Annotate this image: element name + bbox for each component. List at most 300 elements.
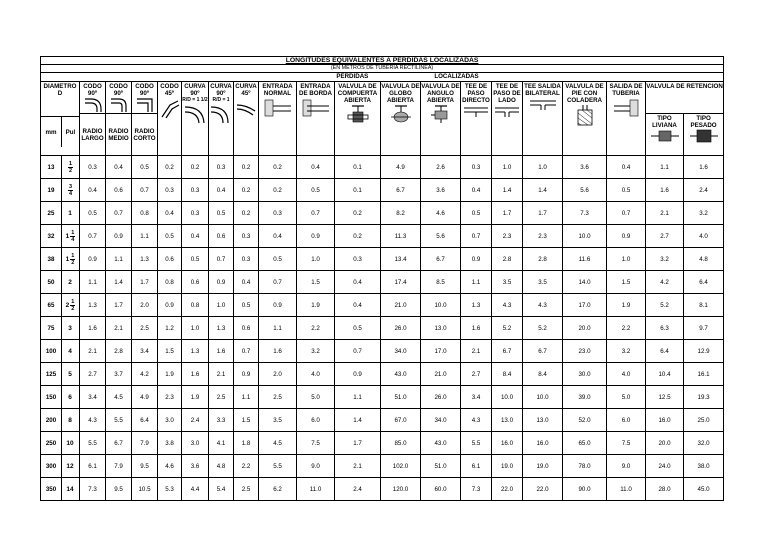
value-cell: 3.6 (182, 455, 209, 478)
value-cell: 60.0 (421, 478, 461, 501)
value-cell: 13.0 (492, 409, 523, 432)
value-cell: 1.3 (209, 317, 234, 340)
table-row (41, 294, 724, 317)
value-cell: 3.6 (563, 156, 607, 179)
value-cell: 0.8 (132, 202, 158, 225)
value-cell: 2.1 (461, 340, 492, 363)
elbow-long-radius-icon (83, 97, 103, 113)
group-label-left: PERDIDAS (336, 73, 369, 80)
tee-bilateral-header: TEE SALIDA BILATERAL (523, 82, 563, 156)
value-cell: 1.6 (646, 179, 684, 202)
table-row (41, 386, 724, 409)
value-cell: 5.5 (80, 432, 106, 455)
value-cell: 4.2 (646, 271, 684, 294)
value-cell: 2.0 (132, 294, 158, 317)
inch-whole: 12 (66, 462, 74, 470)
value-cell: 25.0 (684, 409, 724, 432)
table-row (41, 432, 724, 455)
value-cell: 1.1 (335, 386, 381, 409)
value-cell: 13.4 (381, 248, 421, 271)
d-label: D (57, 90, 63, 97)
value-cell: 5.0 (297, 386, 335, 409)
value-cell: 4.3 (80, 409, 106, 432)
value-cell: 24.0 (646, 455, 684, 478)
value-cell: 1.7 (132, 271, 158, 294)
diameter-inch-cell (62, 478, 80, 501)
value-cell: 0.7 (209, 248, 234, 271)
value-cell: 5.5 (461, 432, 492, 455)
value-cell: 0.4 (335, 294, 381, 317)
value-cell: 2.8 (106, 340, 132, 363)
table-row (41, 179, 724, 202)
value-cell: 1.0 (492, 156, 523, 179)
value-cell: 1.6 (209, 340, 234, 363)
value-cell: 0.6 (158, 248, 182, 271)
value-cell: 5.3 (158, 478, 182, 501)
value-cell: 90.0 (563, 478, 607, 501)
value-cell: 4.3 (461, 409, 492, 432)
value-cell: 26.0 (381, 317, 421, 340)
value-cell: 2.2 (297, 317, 335, 340)
value-cell: 1.3 (132, 248, 158, 271)
value-cell: 4.4 (182, 478, 209, 501)
value-cell: 1.9 (607, 294, 646, 317)
value-cell: 4.6 (158, 455, 182, 478)
value-cell: 2.2 (607, 317, 646, 340)
value-cell: 1.1 (80, 271, 106, 294)
value-cell: 22.0 (523, 478, 563, 501)
pul-label: Pul (65, 128, 76, 136)
value-cell: 4.6 (421, 202, 461, 225)
value-cell: 23.0 (563, 340, 607, 363)
value-cell: 5.0 (607, 386, 646, 409)
value-cell: 0.2 (158, 156, 182, 179)
diametro-header (41, 82, 80, 156)
value-cell: 5.2 (492, 317, 523, 340)
value-cell: 20.0 (646, 432, 684, 455)
value-cell: 34.0 (421, 409, 461, 432)
value-cell: 0.5 (607, 179, 646, 202)
value-cell: 3.5 (259, 409, 297, 432)
table-row (41, 317, 724, 340)
value-cell: 11.0 (607, 478, 646, 501)
value-cell: 3.0 (182, 432, 209, 455)
value-cell: 6.0 (607, 409, 646, 432)
codo90-header-b: CODO 90º (106, 82, 132, 114)
value-cell: 6.1 (80, 455, 106, 478)
codo90-header-a: CODO 90º (80, 82, 106, 114)
value-cell: 1.3 (80, 294, 106, 317)
value-cell: 2.4 (335, 478, 381, 501)
value-cell: 0.2 (182, 156, 209, 179)
value-cell: 1.7 (335, 432, 381, 455)
borda-entrance-icon (301, 97, 331, 119)
value-cell: 2.7 (461, 363, 492, 386)
value-cell: 1.5 (234, 409, 259, 432)
value-cell: 5.6 (563, 179, 607, 202)
radio-largo-header: RADIO LARGO (80, 114, 106, 156)
value-cell: 2.7 (80, 363, 106, 386)
value-cell: 19.0 (492, 455, 523, 478)
value-cell: 1.4 (106, 271, 132, 294)
value-cell: 0.6 (182, 271, 209, 294)
value-cell: 2.1 (646, 202, 684, 225)
value-cell: 20.0 (563, 317, 607, 340)
table-subtitle: (EN METROS DE TUBERIA RECTILINEA) (41, 65, 724, 73)
table-row (41, 363, 724, 386)
value-cell: 0.5 (297, 179, 335, 202)
tee-bilateral-icon (529, 97, 557, 111)
inch-whole: 2 (68, 278, 72, 286)
diameter-mm-cell: 19 (41, 179, 62, 202)
value-cell: 0.5 (132, 156, 158, 179)
value-cell: 3.6 (421, 179, 461, 202)
value-cell: 2.5 (234, 478, 259, 501)
value-cell: 5.4 (209, 478, 234, 501)
value-cell: 43.0 (381, 363, 421, 386)
value-cell: 6.7 (381, 179, 421, 202)
value-cell: 4.8 (684, 248, 724, 271)
value-cell: 7.9 (132, 432, 158, 455)
value-cell: 0.9 (234, 363, 259, 386)
value-cell: 17.0 (421, 340, 461, 363)
value-cell: 0.8 (182, 294, 209, 317)
value-cell: 1.3 (461, 294, 492, 317)
value-cell: 2.5 (259, 386, 297, 409)
bend-90-large-icon (184, 104, 206, 124)
value-cell: 0.9 (80, 248, 106, 271)
value-cell: 0.2 (234, 156, 259, 179)
inch-whole: 1 (68, 209, 72, 217)
inch-whole: 10 (66, 439, 74, 447)
value-cell: 0.7 (297, 202, 335, 225)
entrada-normal-header: ENTRADA NORMAL (259, 82, 297, 156)
value-cell: 3.2 (646, 248, 684, 271)
tee-straight-icon (463, 104, 489, 118)
inch-fraction: $\frac{1}{2}$ (68, 161, 73, 174)
value-cell: 0.3 (234, 248, 259, 271)
value-cell: 0.2 (335, 225, 381, 248)
value-cell: 1.9 (297, 294, 335, 317)
value-cell: 4.0 (607, 363, 646, 386)
value-cell: 8.4 (523, 363, 563, 386)
value-cell: 1.4 (523, 179, 563, 202)
equivalent-lengths-table (40, 56, 724, 501)
value-cell: 3.0 (158, 409, 182, 432)
value-cell: 16.0 (523, 432, 563, 455)
value-cell: 0.3 (209, 156, 234, 179)
diameter-inch-cell (62, 156, 80, 179)
value-cell: 6.7 (523, 340, 563, 363)
value-cell: 3.2 (684, 202, 724, 225)
value-cell: 12.5 (646, 386, 684, 409)
value-cell: 7.5 (607, 432, 646, 455)
value-cell: 1.2 (158, 317, 182, 340)
value-cell: 2.8 (523, 248, 563, 271)
inch-whole: 5 (68, 370, 72, 378)
value-cell: 1.9 (182, 386, 209, 409)
inch-whole: 6 (68, 393, 72, 401)
value-cell: 1.6 (182, 363, 209, 386)
value-cell: 5.2 (523, 317, 563, 340)
value-cell: 0.4 (106, 156, 132, 179)
value-cell: 0.5 (461, 202, 492, 225)
value-cell: 4.5 (259, 432, 297, 455)
value-cell: 5.2 (646, 294, 684, 317)
value-cell: 1.0 (297, 248, 335, 271)
value-cell: 0.7 (259, 271, 297, 294)
value-cell: 0.8 (158, 271, 182, 294)
value-cell: 0.2 (234, 179, 259, 202)
value-cell: 45.0 (684, 478, 724, 501)
diameter-mm-cell: 300 (41, 455, 62, 478)
value-cell: 0.4 (209, 179, 234, 202)
value-cell: 1.4 (492, 179, 523, 202)
value-cell: 3.8 (158, 432, 182, 455)
diameter-mm-cell: 65 (41, 294, 62, 317)
value-cell: 11.0 (297, 478, 335, 501)
value-cell: 7.3 (80, 478, 106, 501)
table-title: LONGITUDES EQUIVALENTES A PERDIDAS LOCALIZADAS (41, 57, 724, 65)
value-cell: 1.6 (259, 340, 297, 363)
codo90-header-c: CODO 90º (132, 82, 158, 114)
inch-fraction: $\frac{3}{4}$ (68, 184, 73, 197)
value-cell: 120.0 (381, 478, 421, 501)
value-cell: 0.9 (106, 225, 132, 248)
diameter-inch-cell (62, 271, 80, 294)
value-cell: 0.4 (259, 225, 297, 248)
value-cell: 1.0 (182, 317, 209, 340)
salida-tuberia-header: SALIDA DE TUBERIA (607, 82, 646, 156)
globe-valve-icon (389, 104, 413, 124)
table-body (41, 156, 724, 501)
value-cell: 2.3 (492, 225, 523, 248)
diameter-inch-cell (62, 386, 80, 409)
value-cell: 13.0 (523, 409, 563, 432)
value-cell: 0.6 (106, 179, 132, 202)
value-cell: 2.4 (684, 179, 724, 202)
check-valve-light-icon (650, 129, 680, 143)
value-cell: 0.3 (158, 179, 182, 202)
table-row (41, 271, 724, 294)
value-cell: 10.0 (563, 225, 607, 248)
value-cell: 1.0 (607, 248, 646, 271)
valvula-retencion-header: VALVULA DE RETENCION (646, 82, 724, 114)
value-cell: 0.3 (80, 156, 106, 179)
value-cell: 51.0 (421, 455, 461, 478)
diameter-inch-cell (62, 455, 80, 478)
tipo-pesado-header: TIPO PESADO (684, 114, 724, 156)
value-cell: 1.6 (684, 156, 724, 179)
tee-lado-header: TEE DE PASO DE LADO (492, 82, 523, 156)
value-cell: 3.5 (492, 271, 523, 294)
value-cell: 0.5 (234, 294, 259, 317)
diameter-mm-cell: 38 (41, 248, 62, 271)
diameter-mm-cell: 100 (41, 340, 62, 363)
diameter-inch-cell (62, 202, 80, 225)
elbow-medium-radius-icon (109, 97, 129, 113)
value-cell: 16.1 (684, 363, 724, 386)
pipe-outlet-icon (612, 97, 640, 119)
value-cell: 6.1 (461, 455, 492, 478)
diameter-inch-cell (62, 340, 80, 363)
foot-valve-icon (574, 104, 596, 126)
value-cell: 2.5 (132, 317, 158, 340)
table-row (41, 409, 724, 432)
valvula-compuerta-header: VALVULA DE COMPUERTA ABIERTA (335, 82, 381, 156)
value-cell: 1.7 (523, 202, 563, 225)
value-cell: 21.0 (381, 294, 421, 317)
value-cell: 6.4 (684, 271, 724, 294)
value-cell: 11.6 (563, 248, 607, 271)
table-row (41, 478, 724, 501)
value-cell: 1.5 (297, 271, 335, 294)
value-cell: 7.5 (297, 432, 335, 455)
diameter-inch-cell (62, 179, 80, 202)
value-cell: 3.3 (209, 409, 234, 432)
value-cell: 102.0 (381, 455, 421, 478)
value-cell: 67.0 (381, 409, 421, 432)
value-cell: 8.4 (492, 363, 523, 386)
group-label (80, 73, 724, 82)
value-cell: 1.0 (209, 294, 234, 317)
value-cell: 0.9 (158, 294, 182, 317)
value-cell: 9.0 (607, 455, 646, 478)
value-cell: 2.5 (209, 386, 234, 409)
diameter-mm-cell: 350 (41, 478, 62, 501)
value-cell: 16.0 (492, 432, 523, 455)
value-cell: 6.3 (646, 317, 684, 340)
tipo-liviana-header: TIPO LIVIANA (646, 114, 684, 156)
value-cell: 4.9 (132, 386, 158, 409)
curva90-ratio-b: R/D = 1 (212, 97, 230, 103)
diameter-mm-cell: 125 (41, 363, 62, 386)
value-cell: 22.0 (492, 478, 523, 501)
value-cell: 21.0 (421, 363, 461, 386)
value-cell: 10.0 (492, 386, 523, 409)
value-cell: 38.0 (684, 455, 724, 478)
value-cell: 11.3 (381, 225, 421, 248)
value-cell: 0.7 (132, 179, 158, 202)
table-row (41, 340, 724, 363)
inch-whole: 2 (65, 301, 70, 309)
value-cell: 0.4 (182, 225, 209, 248)
value-cell: 0.5 (80, 202, 106, 225)
value-cell: 2.1 (209, 363, 234, 386)
value-cell: 7.9 (106, 455, 132, 478)
value-cell: 1.6 (80, 317, 106, 340)
value-cell: 0.3 (335, 248, 381, 271)
value-cell: 26.0 (421, 386, 461, 409)
value-cell: 13.0 (421, 317, 461, 340)
value-cell: 19.3 (684, 386, 724, 409)
elbow-short-radius-icon (135, 97, 155, 113)
diameter-inch-cell (62, 432, 80, 455)
value-cell: 12.9 (684, 340, 724, 363)
value-cell: 0.6 (234, 317, 259, 340)
value-cell: 78.0 (563, 455, 607, 478)
gate-valve-icon (346, 104, 370, 124)
codo45-header: CODO 45º (158, 82, 182, 156)
inch-whole: 8 (68, 416, 72, 424)
value-cell: 4.2 (132, 363, 158, 386)
value-cell: 3.5 (523, 271, 563, 294)
curva90-header-a: CURVA 90º R/D = 1 1/2 (182, 82, 209, 156)
radio-medio-header: RADIO MEDIO (106, 114, 132, 156)
value-cell: 6.4 (132, 409, 158, 432)
valvula-pie-header: VALVULA DE PIE CON COLADERA (563, 82, 607, 156)
value-cell: 6.7 (492, 340, 523, 363)
group-label-right: LOCALIZADAS (434, 73, 479, 80)
diameter-mm-cell: 200 (41, 409, 62, 432)
curva45-header: CURVA 45º (234, 82, 259, 156)
value-cell: 1.0 (523, 156, 563, 179)
inch-whole: 14 (66, 485, 74, 493)
value-cell: 0.5 (158, 225, 182, 248)
value-cell: 85.0 (381, 432, 421, 455)
value-cell: 2.3 (523, 225, 563, 248)
value-cell: 1.6 (461, 317, 492, 340)
value-cell: 0.3 (461, 156, 492, 179)
value-cell: 0.4 (335, 271, 381, 294)
value-cell: 0.4 (607, 156, 646, 179)
value-cell: 4.8 (209, 455, 234, 478)
radio-corto-header: RADIO CORTO (132, 114, 158, 156)
value-cell: 1.5 (607, 271, 646, 294)
value-cell: 30.0 (563, 363, 607, 386)
value-cell: 19.0 (523, 455, 563, 478)
value-cell: 0.3 (182, 202, 209, 225)
value-cell: 0.7 (461, 225, 492, 248)
value-cell: 3.2 (607, 340, 646, 363)
value-cell: 17.4 (381, 271, 421, 294)
value-cell: 0.9 (461, 248, 492, 271)
curva90-ratio-a: R/D = 1 1/2 (182, 97, 208, 103)
value-cell: 0.4 (158, 202, 182, 225)
value-cell: 0.9 (209, 271, 234, 294)
value-cell: 9.7 (684, 317, 724, 340)
value-cell: 0.6 (209, 225, 234, 248)
value-cell: 9.5 (132, 455, 158, 478)
elbow-45-icon (160, 97, 180, 119)
value-cell: 16.0 (646, 409, 684, 432)
value-cell: 51.0 (381, 386, 421, 409)
valvula-angulo-header: VALVULA DE ANGULO ABIERTA (421, 82, 461, 156)
normal-entrance-icon (263, 97, 293, 119)
value-cell: 1.7 (492, 202, 523, 225)
value-cell: 1.1 (132, 225, 158, 248)
value-cell: 0.7 (80, 225, 106, 248)
diametro-label: DIAMETRO (43, 83, 77, 90)
value-cell: 0.4 (297, 156, 335, 179)
mm-label: mm (41, 117, 62, 147)
value-cell: 0.2 (234, 202, 259, 225)
value-cell: 0.3 (259, 202, 297, 225)
diameter-inch-cell (62, 363, 80, 386)
inch-whole: 4 (68, 347, 72, 355)
diameter-mm-cell: 150 (41, 386, 62, 409)
value-cell: 0.3 (182, 179, 209, 202)
value-cell: 1.7 (106, 294, 132, 317)
value-cell: 9.0 (297, 455, 335, 478)
value-cell: 0.9 (335, 363, 381, 386)
value-cell: 0.4 (234, 271, 259, 294)
value-cell: 43.0 (421, 432, 461, 455)
value-cell: 0.4 (461, 179, 492, 202)
value-cell: 0.2 (259, 156, 297, 179)
value-cell: 10.5 (132, 478, 158, 501)
value-cell: 0.7 (607, 202, 646, 225)
